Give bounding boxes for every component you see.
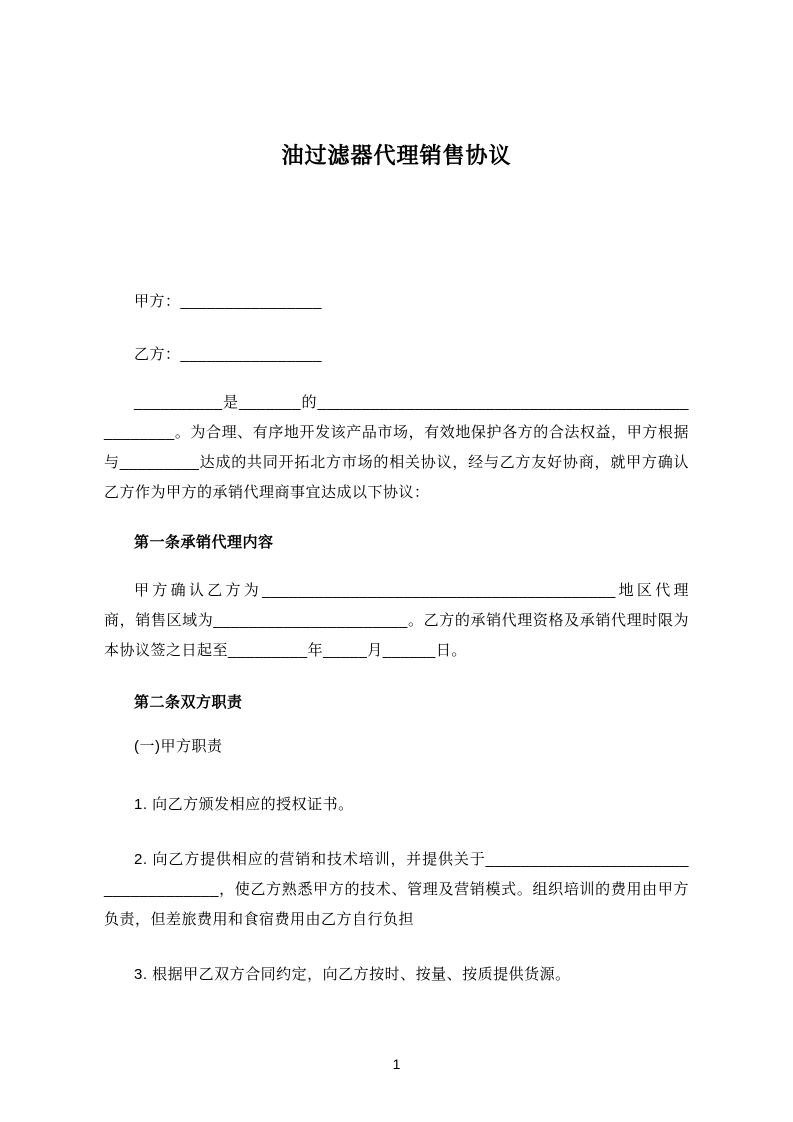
document-title: 油过滤器代理销售协议 bbox=[281, 143, 512, 168]
page-number: 1 bbox=[392, 1056, 401, 1072]
section2-heading: 第二条双方职责 bbox=[134, 694, 243, 711]
section2-item-1: 1. 向乙方颁发相应的授权证书。 bbox=[134, 796, 354, 813]
section2-item-3: 3. 根据甲乙双方合同约定，向乙方按时、按量、按质提供货源。 bbox=[134, 966, 571, 983]
section1-body: 甲方确认乙方为________________________________________地区代理商，销售区域为______________________。乙方的承销代理资格及承销代理时限为本协议签之日起至_________年_____月______日。 bbox=[104, 582, 689, 659]
intro-paragraph: __________是_______的__________________________________________________。为合理、有序地开发该产品市场，有效地保护各方的合法权益，甲方根据与_________达成的共同开拓北方市场的相关协议，经与乙方友好协商，就甲方确认乙方作为甲方的承销代理商事宜达成以下协议： bbox=[104, 394, 689, 501]
party-b-line: 乙方：________________ bbox=[134, 346, 322, 363]
section1-heading: 第一条承销代理内容 bbox=[134, 534, 274, 551]
section2-subheading: (一)甲方职责 bbox=[134, 738, 223, 755]
section2-item-2: 2. 向乙方提供相应的营销和技术培训，并提供关于____________________________________，使乙方熟悉甲方的技术、管理及营销模式。组织培训的费用由甲方负责，但差旅费用和食宿费用由乙方自行负担 bbox=[104, 851, 689, 928]
party-a-line: 甲方：________________ bbox=[134, 293, 322, 310]
